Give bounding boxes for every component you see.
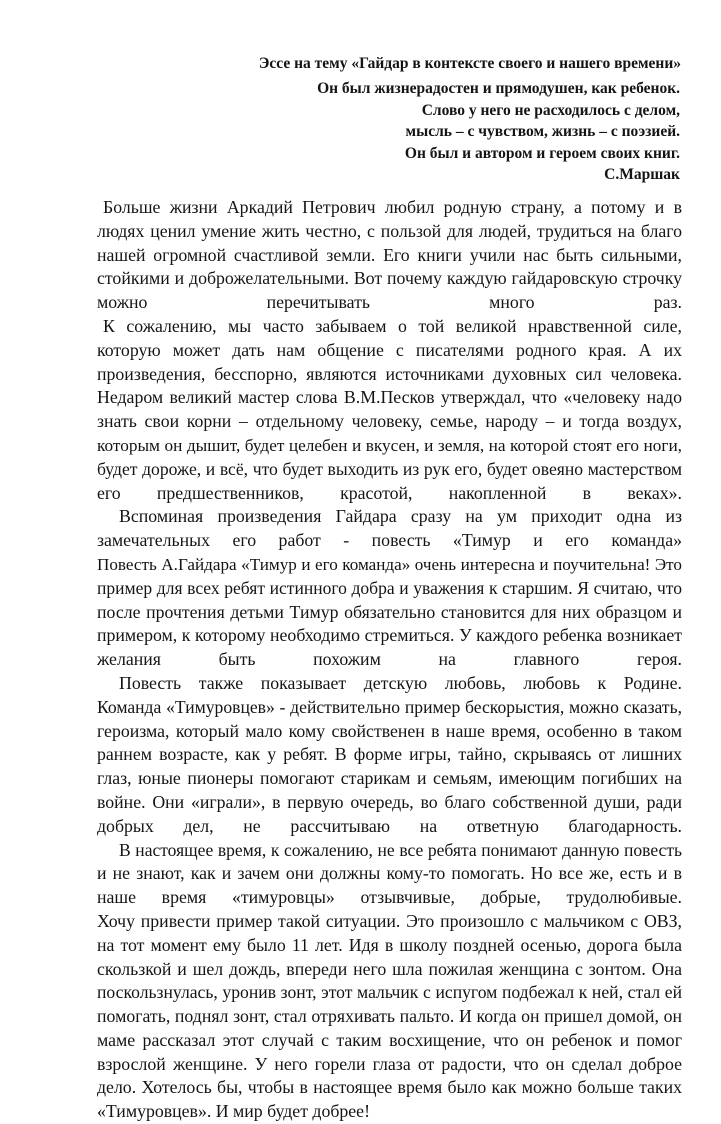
body-line: Повесть А.Гайдара «Тимур и его команда» очень интересна и поучительна! Это [97, 554, 682, 574]
epigraph-line: Он был жизнерадостен и прямодушен, как ребенок. [317, 80, 680, 97]
body-line: пример для всех ребят истинного добра и уважения к старшим. Я считаю, что [97, 577, 682, 598]
body-line: поскользнулась, уронив зонт, этот мальчик с испугом подбежал к ней, стал ей [97, 982, 682, 1003]
body-line: людях ценил умение жить честно, с пользой для людей, трудиться на благо [97, 220, 682, 241]
body-line: маме рассказал этот случай с таким восхищение, что он ребенок и помог [97, 1029, 682, 1050]
body-line: наше время «тимуровцы» отзывчивые, добрые, трудолюбивые. [97, 887, 682, 908]
body-line: «Тимуровцев». И мир будет добрее! [97, 1101, 370, 1122]
essay-body [97, 196, 682, 1124]
body-line: на тот момент ему было 11 лет. Идя в школу поздней осенью, дорога была [97, 934, 682, 955]
body-line: дело. Хотелось бы, чтобы в настоящее время было как можно больше таких [97, 1077, 682, 1098]
body-line: К сожалению, мы часто забываем о той великой нравственной силе, [103, 315, 682, 336]
body-line: после прочтения детьми Тимур обязательно становится для них образцом и [97, 601, 682, 622]
body-line: будет дороже, и всё, что будет выходить из рук его, будет овеяно мастерством [97, 458, 682, 479]
body-line: замечательных его работ - повесть «Тимур и его команда» [97, 530, 682, 551]
epigraph-line: Слово у него не расходилось с делом, [421, 101, 680, 119]
body-line: его предшественников, красотой, накопленной в веках». [97, 482, 682, 503]
body-line: можно перечитывать много раз. [97, 292, 682, 313]
body-line: которым он дышит, будет целебен и вкусен, и земля, на которой стоят его ноги, [97, 435, 682, 455]
body-line: помогать, поднял зонт, стал отряхивать пальто. И когда он пришел домой, он [97, 1006, 682, 1027]
body-line: Больше жизни Аркадий Петрович любил родную страну, а потому и в [103, 197, 682, 217]
body-line: примером, к которому необходимо стремиться. У каждого ребенка возникает [97, 625, 682, 646]
body-line: добрых дел, не рассчитываю на ответную благодарность. [97, 815, 682, 836]
body-line: Вспоминая произведения Гайдара сразу на ум приходит одна из [119, 506, 682, 527]
epigraph-line: Он был и автором и героем своих книг. [404, 144, 680, 162]
body-line: желания быть похожим на главного героя. [97, 649, 682, 670]
body-line: взрослой женщине. У него горели глаза от радости, что он сделал доброе [97, 1053, 682, 1074]
body-line: произведения, бесспорно, являются источниками духовных сил человека. [97, 363, 682, 384]
epigraph-line: мысль – с чувством, жизнь – с поэзией. [405, 123, 680, 140]
body-line: В настоящее время, к сожалению, не все ребята понимают данную повесть [119, 839, 682, 860]
body-line: и не знают, как и зачем они должны кому-то помогать. Но все же, есть и в [97, 863, 682, 884]
body-line: знать свои корни – отдельному человеку, семье, народу – и тогда воздух, [97, 411, 682, 432]
body-line: раннем возрасте, как у ребят. В форме игры, тайно, скрываясь от лишних [97, 744, 682, 765]
body-line: стойкими и доброжелательными. Вот почему каждую гайдаровскую строчку [97, 268, 682, 289]
body-line: Хочу привести пример такой ситуации. Это произошло с мальчиком с ОВЗ, [97, 910, 682, 931]
body-line: скользкой и шел дождь, впереди него шла пожилая женщина с зонтом. Она [97, 958, 682, 979]
body-line: которую может дать нам общение с писателями родного края. А их [97, 339, 682, 360]
epigraph [260, 78, 680, 186]
body-line: Недаром великий мастер слова В.М.Песков утверждал, что «человеку надо [97, 387, 682, 408]
body-line: Повесть также показывает детскую любовь, любовь к Родине. [119, 672, 682, 693]
body-line: героизма, который мало кому свойственен в наше время, особенно в таком [97, 720, 682, 741]
body-line: нашей огромной счастливой земли. Его книги учили нас быть сильными, [97, 244, 682, 265]
essay-title: Эссе на тему «Гайдар в контексте своего и нашего времени» [258, 55, 681, 72]
body-line: Команда «Тимуровцев» - действительно пример бескорыстия, можно сказать, [97, 696, 682, 717]
body-line: войне. Они «играли», в первую очередь, во благо собственной души, ради [97, 791, 682, 812]
epigraph-author: С.Маршак [604, 166, 680, 183]
body-line: глаз, юные пионеры помогают старикам и семьям, имеющим погибших на [97, 768, 682, 789]
